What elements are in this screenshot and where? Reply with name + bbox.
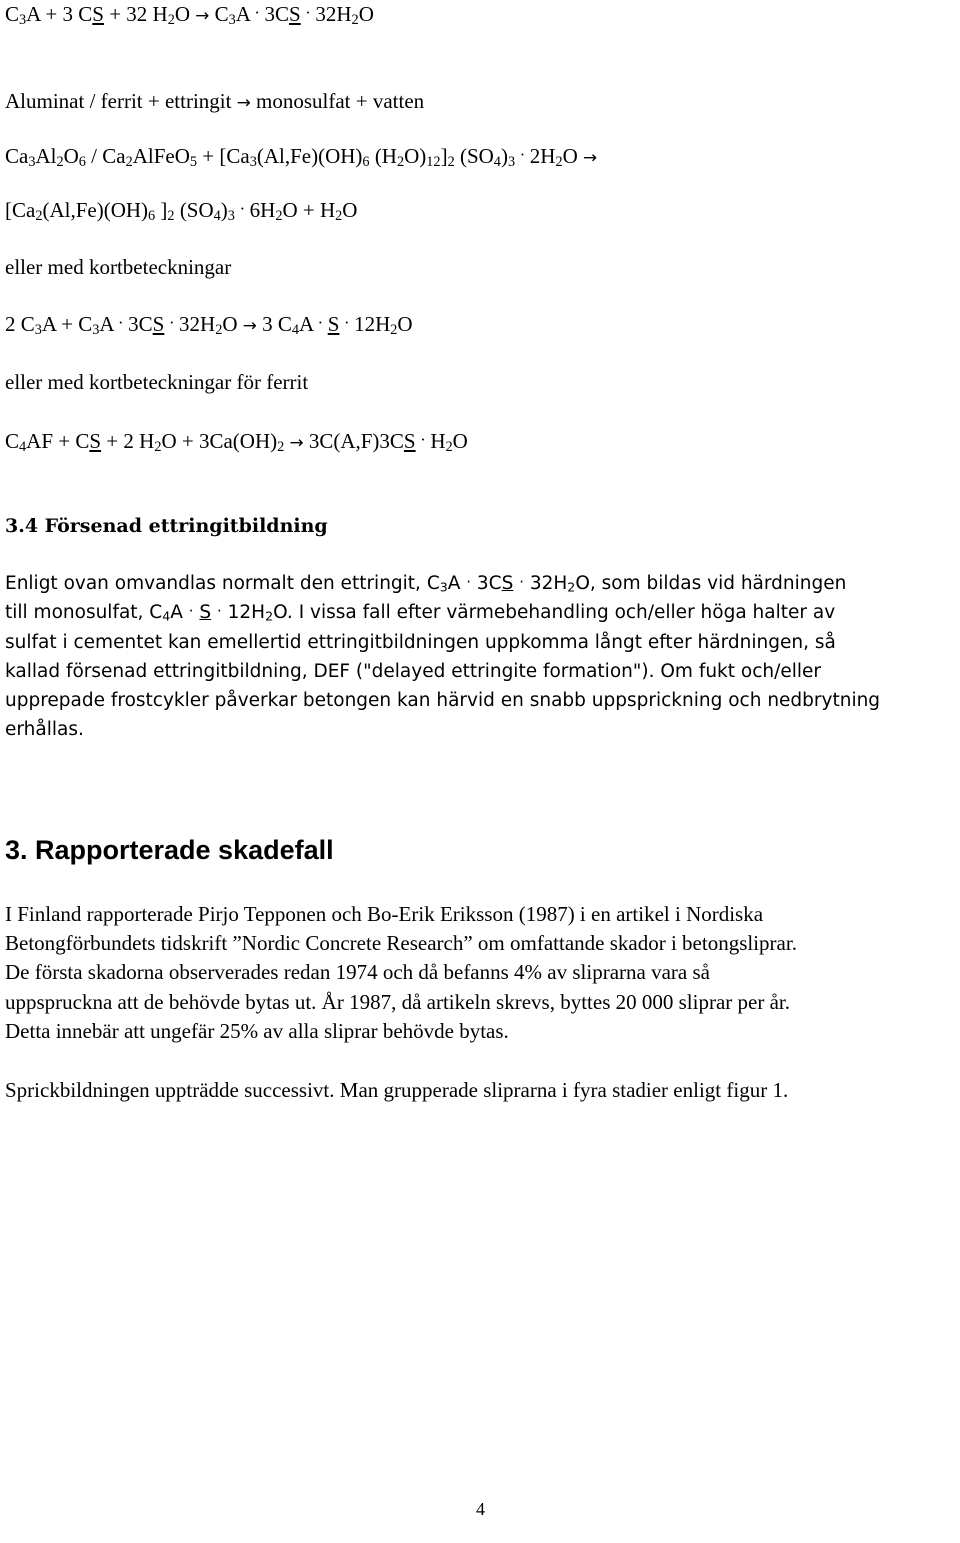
section-3-4-heading: 3.4 Försenad ettringitbildning — [5, 515, 328, 537]
section-3-4-line-5: upprepade frostcykler påverkar betongen kan härvid en snabb uppsprickning och nedbrytning — [5, 690, 881, 711]
page-number: 4 — [476, 1499, 485, 1519]
short-notation-text: eller med kortbeteckningar — [5, 255, 232, 279]
section-3-heading: 3. Rapporterade skadefall — [5, 835, 334, 865]
reaction-equation-1: $C_3A + 3$ CS + 32 $H_2O \to C_3A$ . 3CS . $32H_2O$ — [5, 0, 374, 28]
section-3-4-line-3: sulfat i cementet kan emellertid ettringitbildningen uppkomma långt efter härdningen, så — [5, 632, 836, 653]
section-3-4-line-1: Enligt ovan omvandlas normalt den ettringit, $C_3A$ . 3CS . $32H_2O$, som bildas vid härdningen — [5, 569, 847, 595]
section-3-4-line-4: kallad försenad ettringitbildning, DEF ("delayed ettringite formation"). Om fukt och/eller — [5, 661, 822, 682]
section-3-p2: Sprickbildningen uppträdde successivt. Man grupperade sliprarna i fyra stadier enligt figur 1. — [5, 1078, 789, 1102]
section-3-p1-line-3: De första skadorna observerades redan 1974 och då befanns 4% av sliprarna vara så — [5, 960, 710, 984]
section-3-p1-line-5: Detta innebär att ungefär 25% av alla sliprar behövde bytas. — [5, 1019, 509, 1043]
section-3-4-line-2: till monosulfat, $C_4A$ . S . $12H_2O$. I vissa fall efter värmebehandling och/eller höga halter av — [5, 598, 836, 624]
reaction-equation-2-line-1: $Ca_3Al_2O_6$ / $Ca_2AlFeO_5 + [Ca_3(Al,Fe)(OH)_6$ $(H_2O)_{12}]_2$ $(SO_4)_3$ . $2H_2O$ → — [5, 140, 598, 170]
ferrit-notation-text: eller med kortbeteckningar för ferrit — [5, 370, 309, 394]
section-3-p1-line-1: I Finland rapporterade Pirjo Tepponen och Bo-Erik Eriksson (1987) i en artikel i Nordiska — [5, 902, 764, 926]
section-3-4-line-6: erhållas. — [5, 719, 84, 740]
aluminat-text: Aluminat / ferrit + ettringit → monosulfat + vatten — [5, 89, 425, 113]
reaction-equation-2-line-2: [$Ca_2(Al,Fe)(OH)_6$ ]$_2$ $(SO_4)_3$ . $6H_2O + H_2O$ — [5, 194, 358, 224]
section-3-p1-line-2: Betongförbundets tidskrift ”Nordic Concrete Research” om omfattande skador i betongsliprar. — [5, 931, 797, 955]
reaction-equation-3: 2 $C_3A + C_3A$ . 3CS . $32H_2O \to 3$ $C_4A$ . S . $12H_2O$ — [5, 308, 413, 338]
reaction-equation-4: $C_4AF$ + CS + 2 $H_2O + 3Ca(OH)_2 \to 3C(A,F)3CS$ . $H_2O$ — [5, 425, 468, 455]
section-3-p1-line-4: uppspruckna att de behövde bytas ut. År 1987, då artikeln skrevs, byttes 20 000 sliprar per år. — [5, 990, 790, 1014]
